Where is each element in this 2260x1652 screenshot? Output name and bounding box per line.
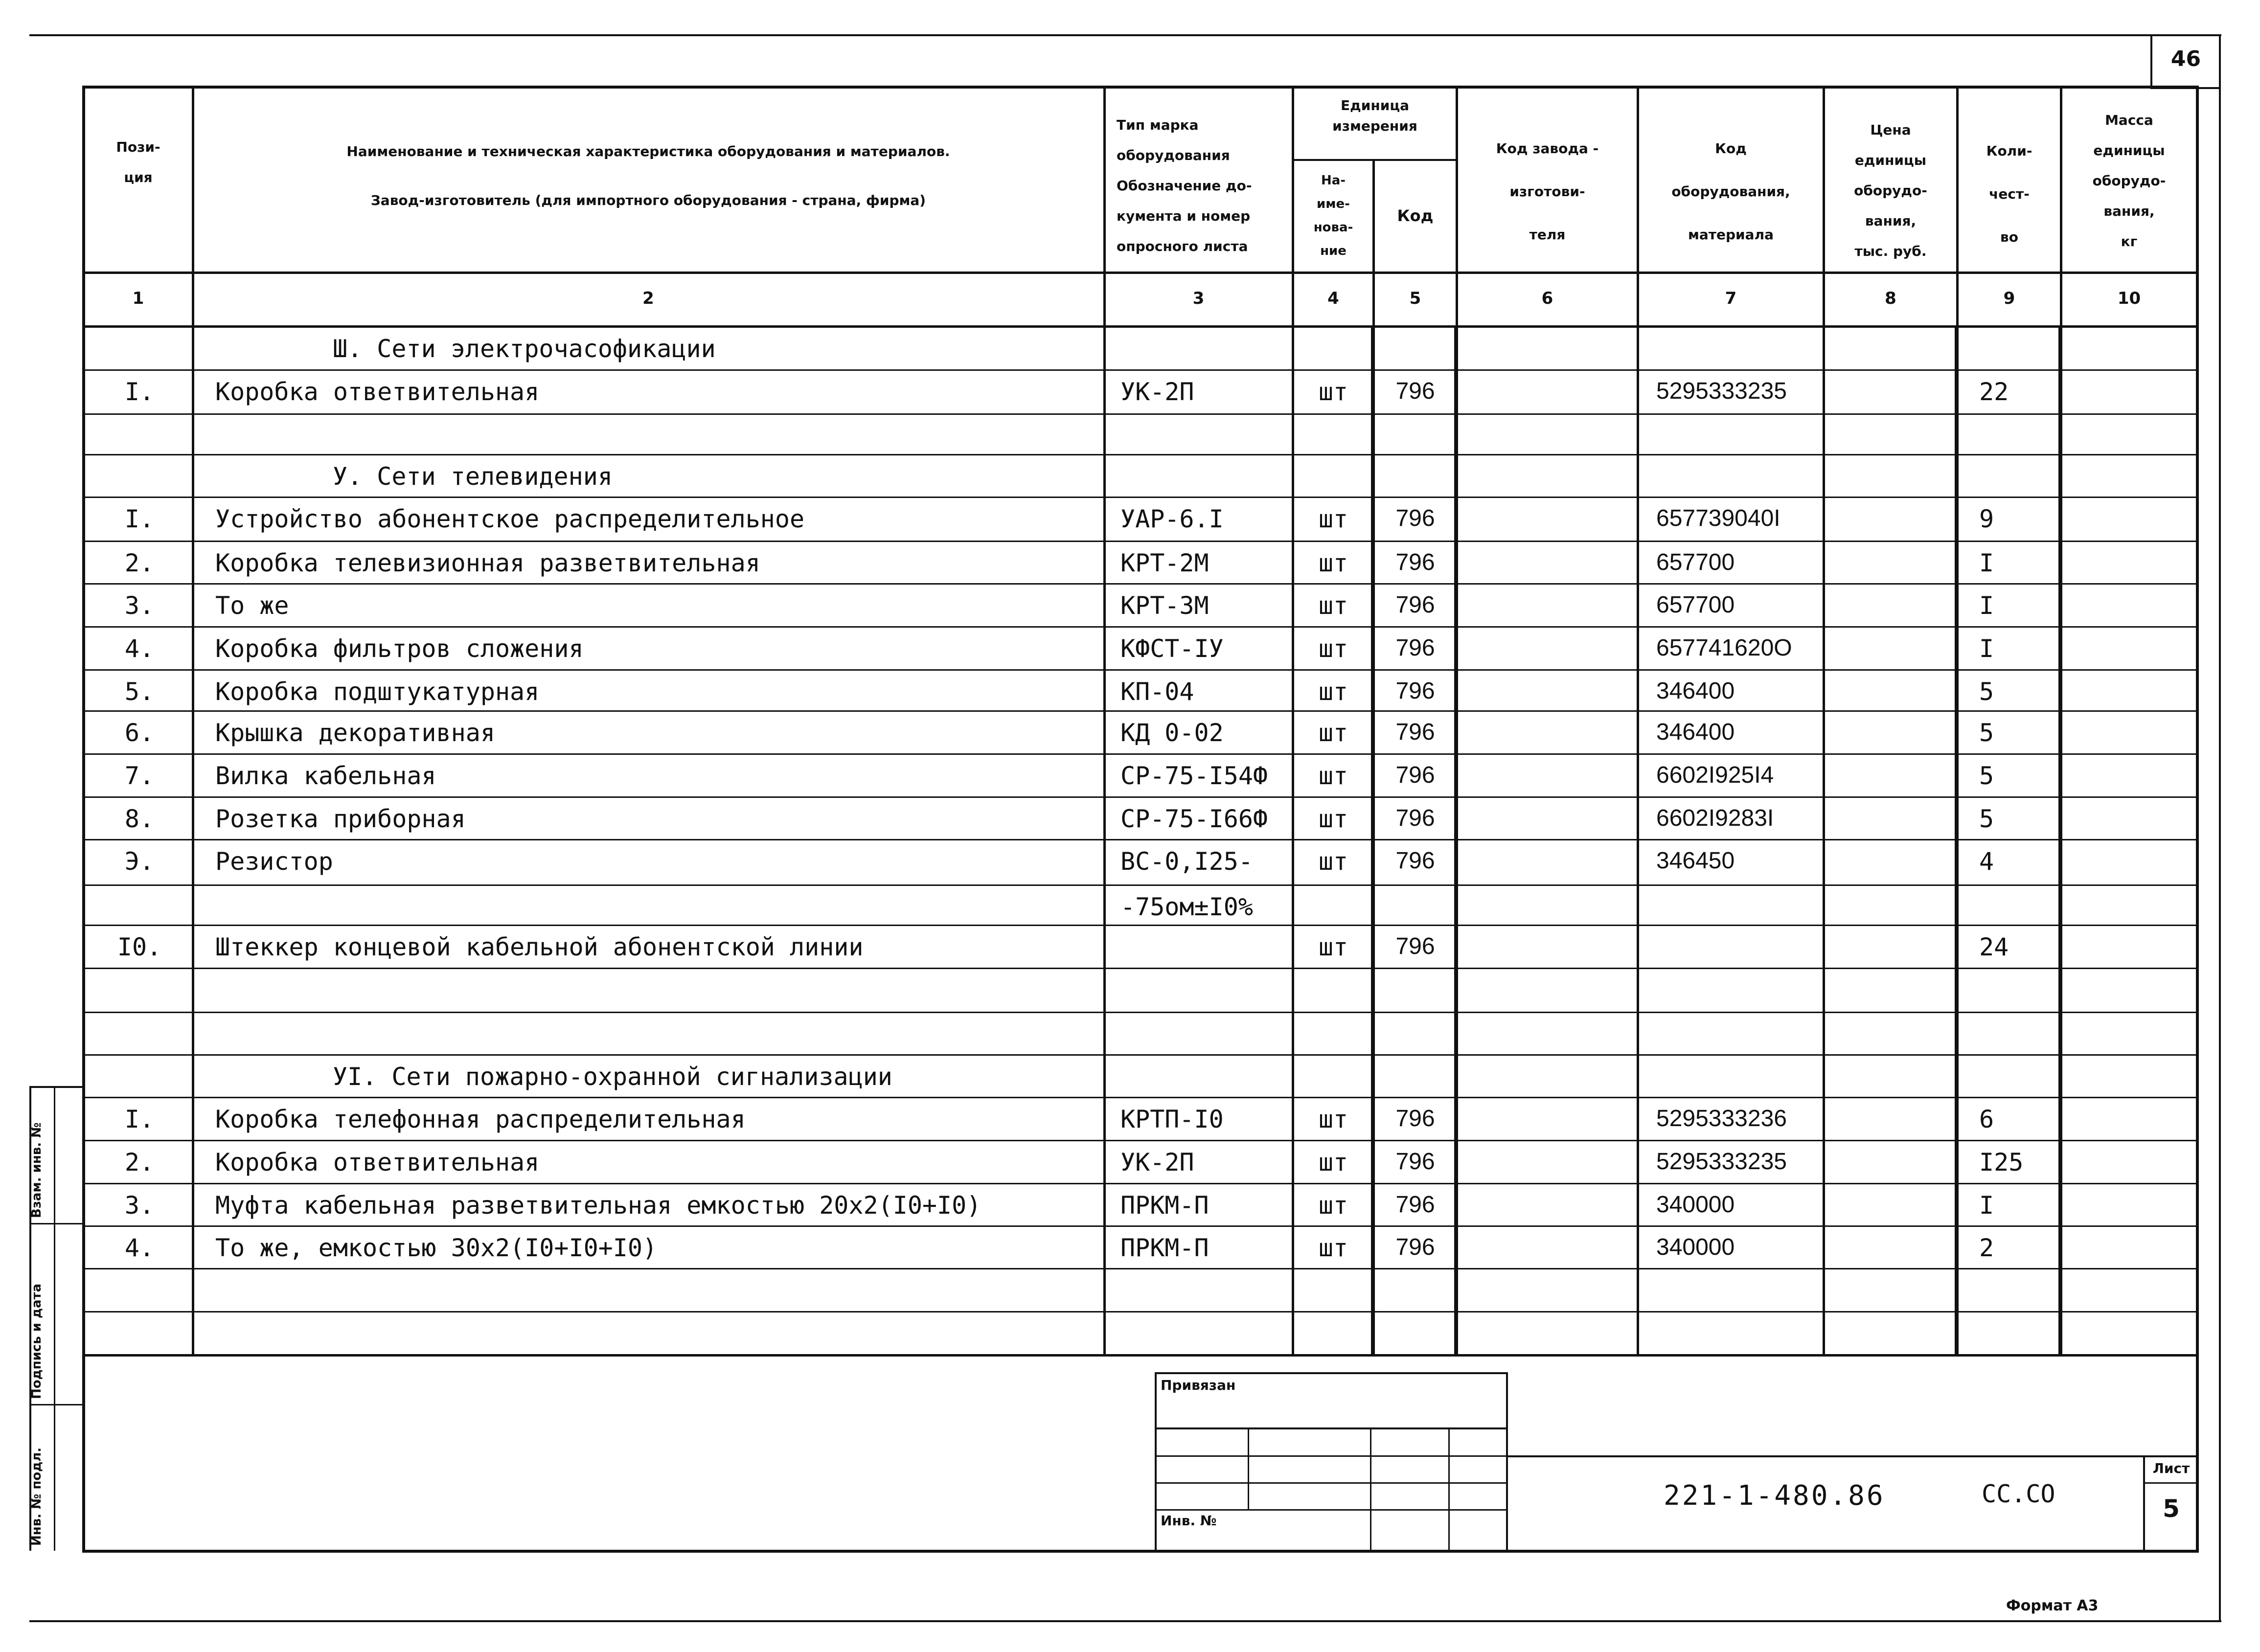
side-label-vzam: Взам. инв. № [29,1122,44,1218]
cell-unit: шт [1318,933,1348,961]
cell-name: Коробка телефонная распределительная [215,1105,746,1133]
cell-code: 796 [1395,678,1435,704]
cell-qty: 5 [1979,805,1994,833]
cell-qty: 4 [1979,847,1994,876]
cell-name: То же, емкостью 30х2(I0+I0+I0) [215,1234,658,1262]
cell-unit: шт [1318,847,1348,876]
cell-name: Коробка подштукатурная [215,678,540,706]
format-label: Формат А3 [2006,1597,2099,1614]
cell-equip: 657739040I [1656,505,1781,531]
colnum-3: 3 [1192,289,1205,308]
cell-equip: 5295333236 [1656,1106,1787,1132]
cell-qty: 5 [1979,678,1994,706]
header-quantity: Коли- чест- во [1986,143,2032,245]
cell-equip: 340000 [1656,1192,1735,1218]
cell-unit: шт [1318,678,1348,706]
side-label-inv-podl: Инв. № подл. [29,1447,44,1546]
cell-equip: 657700 [1656,549,1735,575]
cell-unit: шт [1318,591,1348,620]
header-mass: Масса единицы оборудо- вания, кг [2092,112,2166,249]
cell-type: УК-2П [1120,1148,1194,1177]
cell-code: 796 [1395,1192,1435,1218]
header-equipment-code: Код оборудования, материала [1671,140,1790,243]
cell-type: КРТП-I0 [1120,1105,1224,1133]
cell-pos: I. [124,378,155,406]
cell-type: ПРКМ-П [1120,1234,1209,1262]
cell-name: Устройство абонентское распределительное [215,505,805,533]
sheet-corner-number: 46 [2170,46,2201,71]
header-unit-name: На- име- нова- ние [1313,173,1353,258]
stamp-inv-no: Инв. № [1161,1513,1217,1529]
cell-qty: 22 [1979,378,2009,406]
cell-pos: I0. [117,933,162,961]
colnum-9: 9 [2003,289,2015,308]
cell-pos: I. [124,1105,155,1133]
cell-unit: шт [1318,549,1348,577]
cell-pos: 7. [124,762,155,790]
list-label: Лист [2152,1460,2190,1476]
cell-pos: 8. [124,805,155,833]
colnum-10: 10 [2117,289,2141,308]
colnum-8: 8 [1885,289,1896,308]
cell-type: СР-75-I54Ф [1120,762,1268,790]
cell-unit: шт [1318,505,1348,533]
cell-qty: I [1979,549,1994,577]
cell-type: ПРКМ-П [1120,1191,1209,1220]
cell-equip: 6602I9283I [1656,805,1774,831]
cell-type: КРТ-3М [1120,591,1209,620]
side-label-podpis: Подпись и дата [29,1283,44,1399]
cell-pos: Э. [124,847,155,876]
cell-name: УI. Сети пожарно-охранной сигнализации [333,1063,892,1091]
cell-qty: 9 [1979,505,1994,533]
cell-type: КРТ-2М [1120,549,1209,577]
cell-equip: 346400 [1656,719,1735,745]
cell-equip: 340000 [1656,1234,1735,1260]
cell-qty: I25 [1979,1148,2024,1177]
cell-name: Резистор [215,847,333,876]
cell-name: Коробка ответвительная [215,378,540,406]
cell-unit: шт [1318,1191,1348,1220]
cell-type: ВС-0,I25- [1120,847,1253,876]
cell-type: КФСТ-IУ [1120,634,1224,663]
colnum-5: 5 [1409,289,1421,308]
cell-equip: 5295333235 [1656,378,1787,404]
stamp-privyazan: Привязан [1161,1377,1236,1393]
cell-code: 796 [1395,719,1435,745]
cell-code: 796 [1395,505,1435,531]
cell-qty: I [1979,634,1994,663]
cell-equip: 6602I925I4 [1656,762,1774,788]
cell-name: Коробка фильтров сложения [215,634,584,663]
cell-code: 796 [1395,635,1435,661]
cell-name: Вилка кабельная [215,762,436,790]
cell-code: 796 [1395,762,1435,788]
cell-qty: 5 [1979,762,1994,790]
cell-name: Коробка ответвительная [215,1148,540,1177]
colnum-4: 4 [1327,289,1339,308]
cell-code: 796 [1395,378,1435,404]
cell-pos: 5. [124,678,155,706]
cell-pos: 2. [124,549,155,577]
cell-code: 796 [1395,848,1435,874]
header-type: Тип марка оборудования Обозначение до- кумента и номер опросного листа [1117,117,1252,254]
header-position: Пози- ция [116,139,160,185]
colnum-2: 2 [642,289,654,308]
cell-code: 796 [1395,933,1435,959]
header-unit: Единица измерения [1332,97,1417,134]
cell-qty: 5 [1979,719,1994,747]
header-factory-code: Код завода - изготови- теля [1496,140,1599,243]
cell-unit: шт [1318,719,1348,747]
cell-name: Крышка декоративная [215,719,495,747]
cell-name: Коробка телевизионная разветвительная [215,549,760,577]
cell-equip: 657741620О [1656,635,1792,661]
document-code: 221-1-480.86 [1664,1480,1885,1512]
cell-code: 796 [1395,805,1435,831]
cell-equip: 5295333235 [1656,1149,1787,1175]
cell-name: Муфта кабельная разветвительная емкостью 20х2(I0+I0) [215,1191,982,1220]
cell-type: КП-04 [1120,678,1194,706]
cell-code: 796 [1395,1106,1435,1132]
cell-name: Розетка приборная [215,805,466,833]
cell-unit: шт [1318,634,1348,663]
cell-pos: 3. [124,591,155,620]
cell-type: СР-75-I66Ф [1120,805,1268,833]
cell-qty: 6 [1979,1105,1994,1133]
header-name: Наименование и техническая характеристика оборудования и материалов. Завод-изготовитель (для импортного оборудования - страна, фирма) [346,143,950,208]
cell-pos: 2. [124,1148,155,1177]
cell-code: 796 [1395,1234,1435,1260]
cell-name: Штеккер концевой кабельной абонентской линии [215,933,864,961]
cell-qty: I [1979,1191,1994,1220]
cell-equip: 346400 [1656,678,1735,704]
colnum-1: 1 [132,289,144,308]
cell-type: УК-2П [1120,378,1194,406]
cell-name: То же [215,591,289,620]
cell-equip: 346450 [1656,848,1735,874]
cell-unit: шт [1318,1148,1348,1177]
cell-qty: 24 [1979,933,2009,961]
cell-type: УАР-6.I [1120,505,1224,533]
cell-pos: 4. [124,634,155,663]
cell-qty: I [1979,591,1994,620]
cell-pos: 6. [124,719,155,747]
cell-code: 796 [1395,1149,1435,1175]
cell-unit: шт [1318,805,1348,833]
cell-name: У. Сети телевидения [333,462,613,491]
cell-pos: 4. [124,1234,155,1262]
cell-unit: шт [1318,378,1348,406]
list-number: 5 [2163,1494,2180,1523]
header-price: Цена единицы оборудо- вания, тыс. руб. [1854,122,1927,259]
cell-name: Ш. Сети электрочасофикации [333,335,716,363]
cell-unit: шт [1318,1105,1348,1133]
cell-unit: шт [1318,1234,1348,1262]
cell-type: КД 0-02 [1120,719,1224,747]
cell-equip: 657700 [1656,592,1735,618]
cell-qty: 2 [1979,1234,1994,1262]
cell-type: -75ом±I0% [1120,893,1253,921]
cell-unit: шт [1318,762,1348,790]
cell-pos: 3. [124,1191,155,1220]
colnum-7: 7 [1725,289,1737,308]
header-unit-code: Код [1397,206,1434,225]
cell-code: 796 [1395,592,1435,618]
cell-code: 796 [1395,549,1435,575]
cell-pos: I. [124,505,155,533]
document-suffix: СС.СО [1982,1480,2055,1508]
colnum-6: 6 [1541,289,1553,308]
